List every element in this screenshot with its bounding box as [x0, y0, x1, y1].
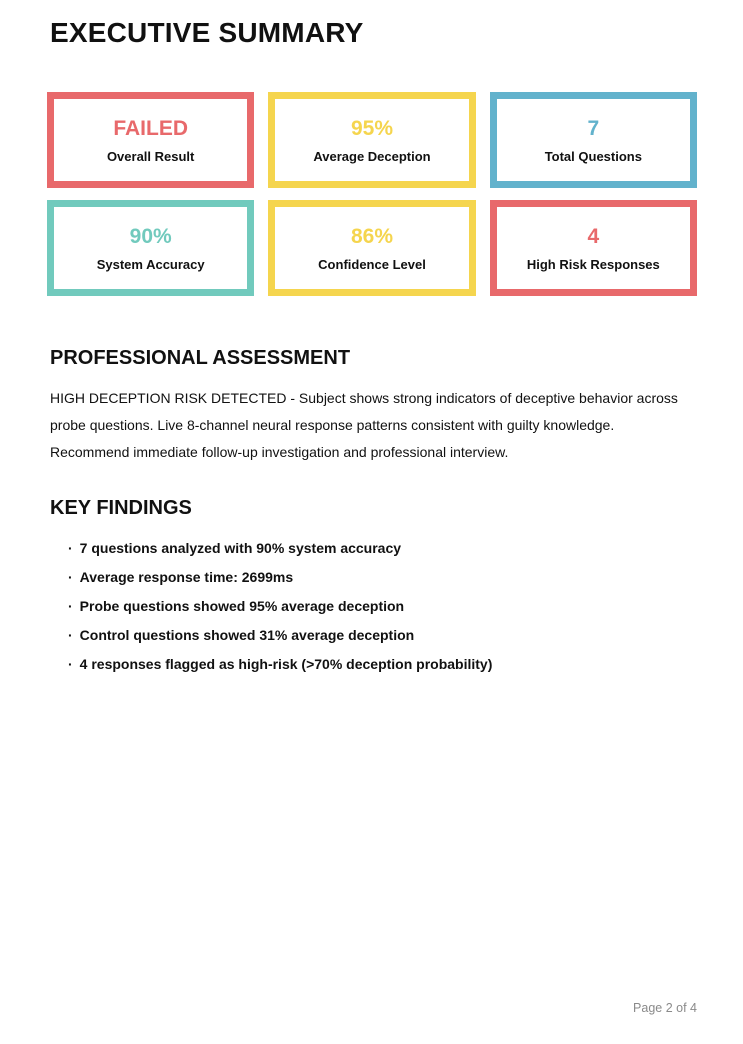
stat-label-high-risk-responses: High Risk Responses — [526, 256, 660, 272]
page-number: Page 2 of 4 — [633, 1001, 697, 1015]
summary-stat-grid — [47, 92, 697, 296]
key-findings-list — [68, 541, 697, 671]
stat-value-average-deception: 95% — [350, 116, 393, 140]
key-finding-text: Average response time: 2699ms — [79, 569, 294, 586]
stat-label-confidence-level: Confidence Level — [318, 256, 426, 272]
key-findings-heading: KEY FINDINGS — [50, 497, 192, 520]
key-finding-item — [68, 570, 697, 584]
bullet-glyph: · — [68, 569, 73, 586]
stat-value-high-risk-responses: 4 — [587, 224, 600, 248]
bullet-glyph: · — [68, 540, 73, 557]
stat-label-total-questions: Total Questions — [544, 148, 642, 164]
bullet-glyph: · — [68, 598, 73, 615]
key-finding-item — [68, 628, 697, 642]
stat-card-high-risk-responses — [490, 200, 697, 296]
stat-card-confidence-level — [268, 200, 475, 296]
stat-card-system-accuracy — [47, 200, 254, 296]
stat-card-total-questions — [490, 92, 697, 188]
key-finding-text: Probe questions showed 95% average deception — [79, 598, 405, 615]
stat-value-overall-result: FAILED — [113, 116, 188, 140]
stat-value-total-questions: 7 — [587, 116, 600, 140]
key-finding-item — [68, 541, 697, 555]
stat-label-system-accuracy: System Accuracy — [96, 256, 205, 272]
bullet-glyph: · — [68, 627, 73, 644]
stat-label-average-deception: Average Deception — [313, 148, 431, 164]
stat-value-confidence-level: 86% — [350, 224, 393, 248]
stat-card-overall-result — [47, 92, 254, 188]
professional-assessment-body: HIGH DECEPTION RISK DETECTED - Subject shows strong indicators of deceptive behavior across probe questions. Live 8-channel neural response patterns consistent with guilty knowledge. Recommend immediate follow-up investigation and professional interview. — [50, 390, 678, 461]
key-finding-text: 7 questions analyzed with 90% system accuracy — [79, 540, 402, 557]
key-finding-text: 4 responses flagged as high-risk (>70% deception probability) — [79, 656, 493, 673]
page-title: EXECUTIVE SUMMARY — [50, 17, 364, 48]
key-finding-item — [68, 657, 697, 671]
stat-card-average-deception — [268, 92, 475, 188]
stat-value-system-accuracy: 90% — [129, 224, 172, 248]
bullet-glyph: · — [68, 656, 73, 673]
professional-assessment-heading: PROFESSIONAL ASSESSMENT — [50, 347, 351, 370]
key-finding-item — [68, 599, 697, 613]
key-finding-text: Control questions showed 31% average deception — [79, 627, 415, 644]
stat-label-overall-result: Overall Result — [106, 148, 195, 164]
